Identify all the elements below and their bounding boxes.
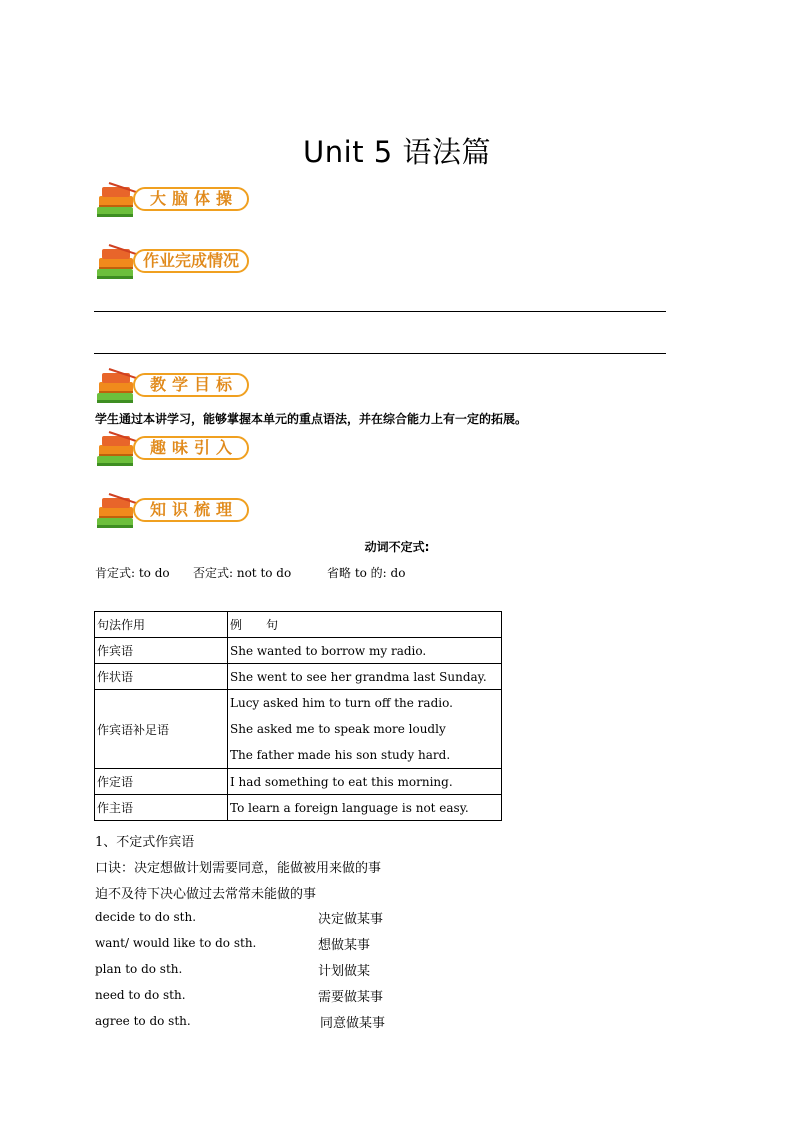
table-row	[95, 690, 502, 769]
section-label: 作业完成情况	[142, 251, 239, 270]
section-header-goals	[95, 367, 260, 407]
phrase-cn: 想做某事	[318, 938, 371, 953]
phrase-en: decide to do sth.	[95, 910, 197, 924]
role-cell: 作主语	[95, 795, 228, 821]
section-header-knowledge	[95, 492, 260, 532]
example-cell: She went to see her grandma last Sunday.	[228, 664, 502, 690]
answer-line	[94, 311, 666, 312]
phrase-en: need to do sth.	[95, 988, 186, 1002]
phrase-en: want/ would like to do sth.	[95, 936, 257, 950]
role-cell: 作宾语	[95, 638, 228, 664]
section-label: 趣味引入	[149, 438, 238, 457]
infinitive-function-table	[94, 611, 502, 821]
infinitive-forms	[95, 564, 405, 581]
section-label: 大脑体操	[149, 189, 238, 208]
example-sentence: Lucy asked him to turn off the radio.	[230, 696, 453, 710]
page-title: Unit 5 语法篇	[303, 135, 491, 169]
mnemonic-line: 迫不及待下决心做过去常常未能做的事	[95, 887, 317, 902]
example-cell: To learn a foreign language is not easy.	[228, 795, 502, 821]
section-header-intro	[95, 430, 260, 470]
role-cell: 作状语	[95, 664, 228, 690]
infinitive-heading: 动词不定式:	[364, 540, 430, 554]
answer-line	[94, 353, 666, 354]
example-cell	[228, 690, 502, 769]
section-header-homework	[95, 243, 260, 283]
section-label: 知识梳理	[149, 500, 238, 519]
example-cell: I had something to eat this morning.	[228, 769, 502, 795]
section-header-brain	[95, 181, 260, 221]
phrase-en: plan to do sth.	[95, 962, 183, 976]
example-cell: She wanted to borrow my radio.	[228, 638, 502, 664]
affirmative-form: 肯定式: to do	[95, 566, 170, 580]
phrase-cn: 决定做某事	[318, 912, 384, 927]
goal-text: 学生通过本讲学习，能够掌握本单元的重点语法，并在综合能力上有一定的拓展。	[95, 412, 528, 426]
example-sentence: The father made his son study hard.	[230, 748, 451, 762]
phrase-cn: 需要做某事	[318, 990, 384, 1005]
section-label: 教学目标	[149, 375, 238, 394]
negative-form: 否定式: not to do	[193, 566, 292, 580]
role-cell: 作宾语补足语	[95, 690, 228, 769]
role-cell: 作定语	[95, 769, 228, 795]
point-heading: 1、不定式作宾语	[95, 835, 195, 850]
table-row	[95, 638, 502, 664]
example-sentence: She asked me to speak more loudly	[230, 722, 446, 736]
table-header: 例 句	[228, 612, 502, 638]
table-row	[95, 664, 502, 690]
table-row	[95, 795, 502, 821]
table-header-row	[95, 612, 502, 638]
phrase-cn: 同意做某事	[320, 1016, 386, 1031]
phrase-cn: 计划做某	[318, 964, 371, 979]
table-row	[95, 769, 502, 795]
omitted-form: 省略 to 的: do	[327, 566, 406, 580]
mnemonic-line: 口诀：决定想做计划需要同意，能做被用来做的事	[95, 861, 382, 876]
phrase-en: agree to do sth.	[95, 1014, 191, 1028]
table-header: 句法作用	[95, 612, 228, 638]
